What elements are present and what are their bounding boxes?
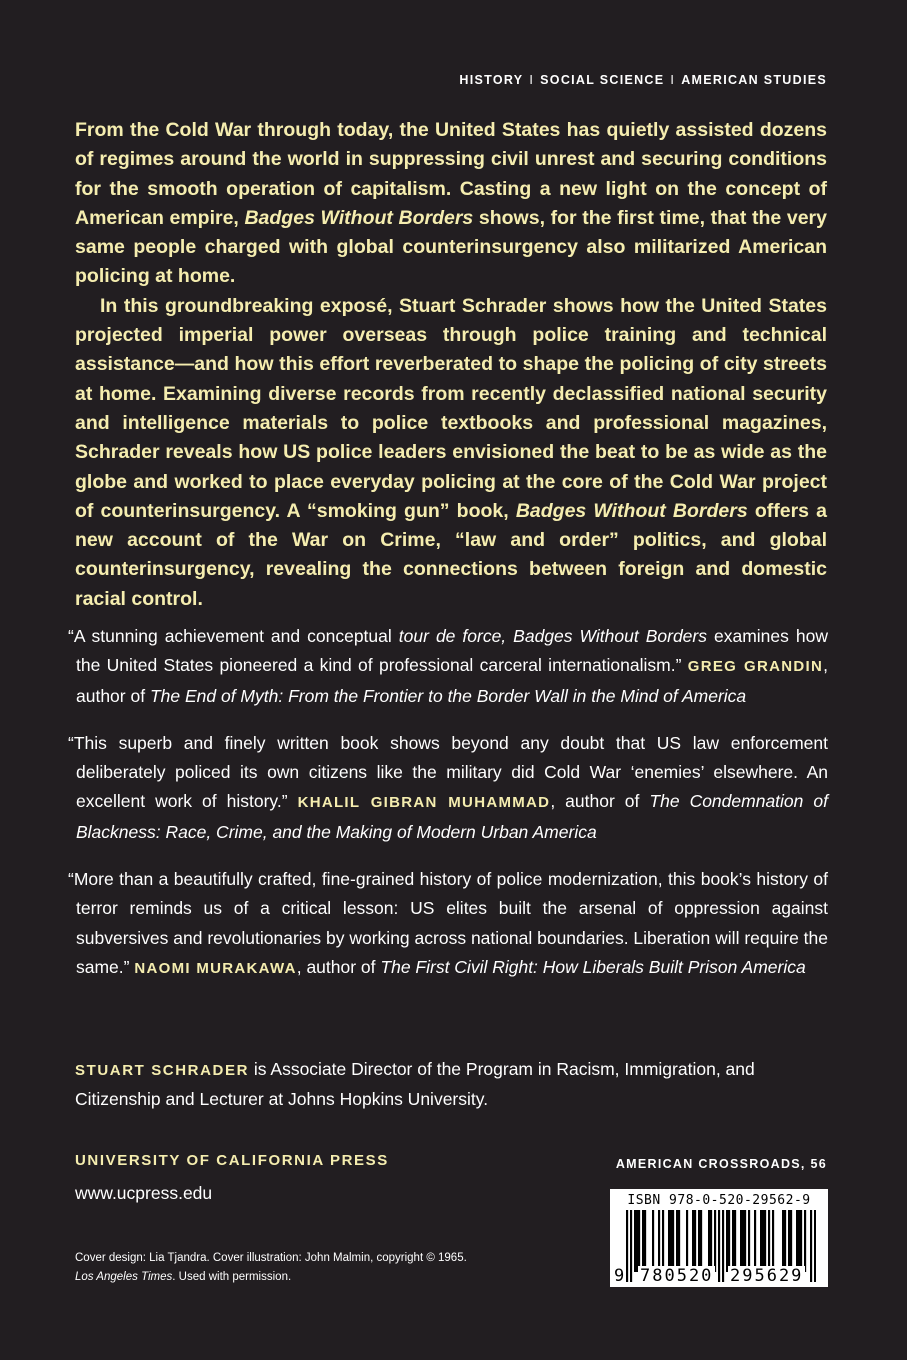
barcode-bar <box>672 1210 674 1272</box>
barcode-bar <box>638 1210 640 1272</box>
barcode-bar <box>804 1210 806 1272</box>
endorser-name: GREG GRANDIN <box>687 658 824 676</box>
barcode-bar <box>784 1210 786 1272</box>
description-paragraph-2: In this groundbreaking exposé, Stuart Schrader shows how the United States projected imperial power overseas through police training and technical assistance—and how this effort reverberated to shape the policing of city streets at home. Examining diverse records from recently declassified national security and intelligence materials to police textbooks and professional magazines, Schrader reveals how US police leaders envisioned the beat to be as wide as the globe and worked to place everyday policing at the core of the Cold War project of counterinsurgency. A “smoking gun” book, Badges Without Borders offers a new account of the War on Crime, “law and order” politics, and global counterinsurgency, revealing the connections between foreign and domestic racial control. <box>75 294 828 610</box>
barcode-bar <box>744 1210 746 1272</box>
series-label: AMERICAN CROSSROADS, 56 <box>615 1157 827 1171</box>
endorsement-murakawa: “More than a beautifully crafted, fine-grained history of police modernization, this book’s history of terror reminds us of a critical lesson: US elites built the arsenal of oppression against subversives and revolutionaries by working across national boundaries. Liberation will require the same.” NAOMI MURAKAWA, author of The First Civil Right: How Liberals Built Prison America <box>68 869 828 977</box>
category-separator: I <box>529 73 535 87</box>
book-title: Badges Without Borders <box>244 206 474 229</box>
endorser-book: The End of Myth: From the Frontier to the Border Wall in the Mind of America <box>149 685 747 706</box>
barcode-bar <box>790 1210 792 1272</box>
endorser-name: NAOMI MURAKAWA <box>134 959 297 977</box>
barcode-bar <box>742 1210 744 1272</box>
barcode-bar <box>726 1210 728 1272</box>
barcode-bar <box>740 1210 742 1272</box>
barcode-bar <box>634 1210 636 1272</box>
barcode-bar <box>810 1210 812 1282</box>
isbn-barcode <box>610 1189 828 1287</box>
ean-left-digits: 780520 <box>640 1266 714 1286</box>
book-description <box>75 116 827 614</box>
barcode-bar <box>782 1210 784 1272</box>
publisher-website: www.ucpress.edu <box>75 1183 213 1203</box>
category-separator: I <box>670 73 676 87</box>
barcode-bar <box>796 1210 798 1272</box>
barcode-bar <box>678 1210 680 1272</box>
cover-credits: Cover design: Lia Tjandra. Cover illustration: John Malmin, copyright © 1965. Los Angeles Times. Used with permission. <box>75 1252 467 1283</box>
barcode-bar <box>732 1210 734 1272</box>
subject-categories <box>459 73 827 87</box>
barcode-bar <box>762 1210 764 1272</box>
description-paragraph-1: From the Cold War through today, the United States has quietly assisted dozens of regimes around the world in suppressing civil unrest and securing conditions for the smooth operation of capitalism. Casting a new light on the concept of American empire, Badges Without Borders shows, for the first time, that the very same people charged with global counterinsurgency also militarized American policing at home. <box>75 119 827 288</box>
barcode-bar <box>728 1210 730 1272</box>
barcode-bar <box>692 1210 694 1272</box>
barcode-bar <box>636 1210 638 1272</box>
barcode-bar <box>760 1210 762 1272</box>
barcode-bar <box>754 1210 756 1272</box>
endorser-book: The First Civil Right: How Liberals Built Prison America <box>380 956 806 977</box>
category-history: HISTORY <box>459 73 524 87</box>
barcode-bar <box>722 1210 724 1282</box>
barcode-bar <box>714 1210 716 1272</box>
category-social-science: SOCIAL SCIENCE <box>540 73 665 87</box>
book-title: Badges Without Borders <box>515 499 748 522</box>
barcode-bar <box>718 1210 720 1282</box>
barcode-bar <box>698 1210 700 1272</box>
barcode-bar <box>652 1210 654 1272</box>
endorser-name: KHALIL GIBRAN MUHAMMAD <box>297 794 551 812</box>
endorsement-grandin: “A stunning achievement and conceptual tour de force, Badges Without Borders examines how the United States pioneered a kind of professional carceral internationalism.” GREG GRANDIN, author of The End of Myth: From the Frontier to the Border Wall in the Mind of America <box>68 626 828 706</box>
publisher-name: UNIVERSITY OF CALIFORNIA PRESS <box>75 1152 389 1169</box>
author-name: STUART SCHRADER <box>75 1062 249 1079</box>
barcode-bar <box>676 1210 678 1272</box>
barcode-bar <box>710 1210 712 1272</box>
credit-source: Los Angeles Times <box>75 1271 173 1283</box>
barcode-bar <box>800 1210 802 1272</box>
barcode-bar <box>642 1210 644 1272</box>
barcode-bar <box>670 1210 672 1272</box>
barcode-bar <box>708 1210 710 1272</box>
barcode-bar <box>644 1210 646 1272</box>
barcode-bar <box>658 1210 660 1272</box>
endorsement-muhammad: “This superb and finely written book shows beyond any doubt that US law enforcement deliberately policed its own citizens like the military did Cold War ‘enemies’ elsewhere. An excellent work of history.” KHALIL GIBRAN MUHAMMAD, author of The Condemnation of Blackness: Race, Crime, and the Making of Modern Urban America <box>68 732 828 842</box>
barcode-bar <box>668 1210 670 1272</box>
barcode-bar <box>768 1210 770 1272</box>
barcode-bar <box>694 1210 696 1272</box>
barcode-bar <box>734 1210 736 1272</box>
barcode-bar <box>798 1210 800 1272</box>
ean-first-digit: 9 <box>614 1266 625 1286</box>
barcode-bar <box>764 1210 766 1272</box>
author-bio: STUART SCHRADER is Associate Director of the Program in Racism, Immigration, and Citizenship and Lecturer at Johns Hopkins University. <box>75 1059 755 1110</box>
barcode-bar <box>700 1210 702 1272</box>
barcode-bar <box>686 1210 688 1272</box>
barcode-bar <box>788 1210 790 1272</box>
endorsements <box>68 622 828 1001</box>
barcode-bar <box>626 1210 628 1282</box>
isbn-label: ISBN 978-0-520-29562-9 <box>627 1193 811 1208</box>
barcode-bar <box>748 1210 750 1272</box>
barcode-bar <box>814 1210 816 1282</box>
endorser-book: The Condemnation of Blackness: Race, Crime, and the Making of Modern Urban America <box>76 791 828 842</box>
barcode-bar <box>662 1210 664 1272</box>
barcode-bar <box>630 1210 632 1282</box>
ean-right-digits: 295629 <box>730 1266 804 1286</box>
category-american-studies: AMERICAN STUDIES <box>681 73 827 87</box>
barcode-bar <box>772 1210 774 1272</box>
